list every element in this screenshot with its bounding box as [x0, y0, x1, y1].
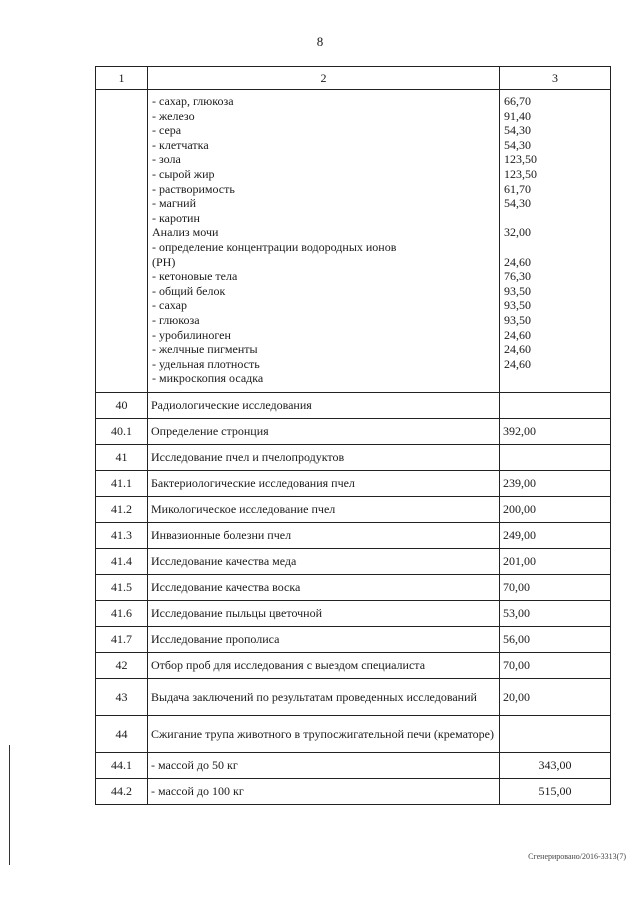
scan-margin-line [9, 745, 10, 865]
urine-block-num [96, 90, 148, 393]
page-number: 8 [316, 34, 324, 49]
price-value: 24,60 [504, 254, 531, 269]
service-name: Исследование прополиса [148, 626, 500, 652]
service-price [500, 444, 611, 470]
urine-block-values [500, 90, 611, 393]
table-row [96, 715, 611, 752]
table-row [96, 496, 611, 522]
row-number: 42 [96, 652, 148, 678]
service-price [500, 715, 611, 752]
row-number: 43 [96, 678, 148, 715]
row-number: 41.3 [96, 522, 148, 548]
table-row [96, 548, 611, 574]
list-item: - сахар [152, 298, 187, 313]
list-item: - сырой жир [152, 166, 215, 181]
table-row [96, 418, 611, 444]
service-name: Определение стронция [148, 418, 500, 444]
service-name: Выдача заключений по результатам проведенных исследований [148, 678, 500, 715]
list-item: - зола [152, 152, 181, 167]
table-row [96, 600, 611, 626]
row-number: 41.5 [96, 574, 148, 600]
service-name: Исследование пчел и пчелопродуктов [148, 444, 500, 470]
service-price: 201,00 [500, 548, 611, 574]
list-item: - микроскопия осадка [152, 371, 264, 386]
price-value: 32,00 [504, 225, 531, 240]
price-value: 24,60 [504, 342, 531, 357]
row-number: 40 [96, 392, 148, 418]
service-name: Радиологические исследования [148, 392, 500, 418]
service-price: 70,00 [500, 652, 611, 678]
price-value: 24,60 [504, 327, 531, 342]
list-item: - клетчатка [152, 137, 209, 152]
row-number: 44.2 [96, 778, 148, 804]
price-value [504, 240, 607, 255]
price-value: 54,30 [504, 123, 531, 138]
list-item: - сера [152, 123, 182, 138]
list-item: - удельная плотность [152, 356, 260, 371]
price-table [95, 66, 611, 805]
list-item: Анализ мочи [152, 225, 219, 240]
service-price: 392,00 [500, 418, 611, 444]
service-name: Исследование пыльцы цветочной [148, 600, 500, 626]
header-col-1: 1 [96, 67, 148, 90]
price-value: 24,60 [504, 356, 531, 371]
row-number: 41.1 [96, 470, 148, 496]
list-item: - растворимость [152, 181, 235, 196]
price-value: 76,30 [504, 269, 531, 284]
service-name: Отбор проб для исследования с выездом специалиста [148, 652, 500, 678]
table-row [96, 522, 611, 548]
price-value: 66,70 [504, 94, 531, 108]
price-value: 54,30 [504, 137, 531, 152]
row-number: 41.6 [96, 600, 148, 626]
price-value: 93,50 [504, 283, 531, 298]
row-number: 40.1 [96, 418, 148, 444]
price-value: 93,50 [504, 312, 531, 327]
row-number: 41 [96, 444, 148, 470]
price-value: 123,50 [504, 152, 537, 167]
list-item: - уробилиноген [152, 327, 231, 342]
table-row [96, 626, 611, 652]
service-price [500, 392, 611, 418]
price-value [504, 211, 607, 226]
service-name: - массой до 100 кг [148, 778, 500, 804]
price-value: 61,70 [504, 181, 531, 196]
service-price: 515,00 [500, 778, 611, 804]
list-item: - магний [152, 196, 197, 211]
row-number: 41.2 [96, 496, 148, 522]
row-number: 41.7 [96, 626, 148, 652]
service-name: - массой до 50 кг [148, 752, 500, 778]
service-price: 343,00 [500, 752, 611, 778]
service-price: 56,00 [500, 626, 611, 652]
list-item: - сахар, глюкоза [152, 94, 234, 108]
list-item: - каротин [152, 210, 200, 225]
service-name: Микологическое исследование пчел [148, 496, 500, 522]
service-price: 70,00 [500, 574, 611, 600]
service-price: 20,00 [500, 678, 611, 715]
service-name: Бактериологические исследования пчел [148, 470, 500, 496]
list-item: - общий белок [152, 283, 226, 298]
header-col-3: 3 [500, 67, 611, 90]
service-price: 200,00 [500, 496, 611, 522]
urine-analysis-row [96, 90, 611, 393]
service-name: Исследование качества воска [148, 574, 500, 600]
list-item: - железо [152, 108, 195, 123]
footer-code: Сгенерировано/2016-3313(7) [528, 852, 626, 861]
price-value: 54,30 [504, 196, 531, 211]
service-price: 53,00 [500, 600, 611, 626]
price-value: 91,40 [504, 108, 531, 123]
header-col-2: 2 [148, 67, 500, 90]
row-number: 41.4 [96, 548, 148, 574]
service-name: Инвазионные болезни пчел [148, 522, 500, 548]
table-row [96, 392, 611, 418]
service-price: 239,00 [500, 470, 611, 496]
row-number: 44.1 [96, 752, 148, 778]
table-header-row [96, 67, 611, 90]
row-number: 44 [96, 715, 148, 752]
list-item: - определение концентрации водородных ионов [152, 239, 397, 254]
table-row [96, 444, 611, 470]
list-item: (РН) [152, 254, 176, 269]
table-row [96, 652, 611, 678]
table-row [96, 678, 611, 715]
service-name: Сжигание трупа животного в трупосжигательной печи (крематоре) [148, 715, 500, 752]
list-item: - желчные пигменты [152, 342, 258, 357]
price-value: 123,50 [504, 166, 537, 181]
price-value [504, 371, 607, 386]
table-row [96, 778, 611, 804]
price-value: 93,50 [504, 298, 531, 313]
list-item: - глюкоза [152, 312, 200, 327]
urine-block-items [148, 90, 500, 393]
service-name: Исследование качества меда [148, 548, 500, 574]
table-row [96, 470, 611, 496]
table-row [96, 574, 611, 600]
list-item: - кетоновые тела [152, 269, 238, 284]
table-row [96, 752, 611, 778]
service-price: 249,00 [500, 522, 611, 548]
